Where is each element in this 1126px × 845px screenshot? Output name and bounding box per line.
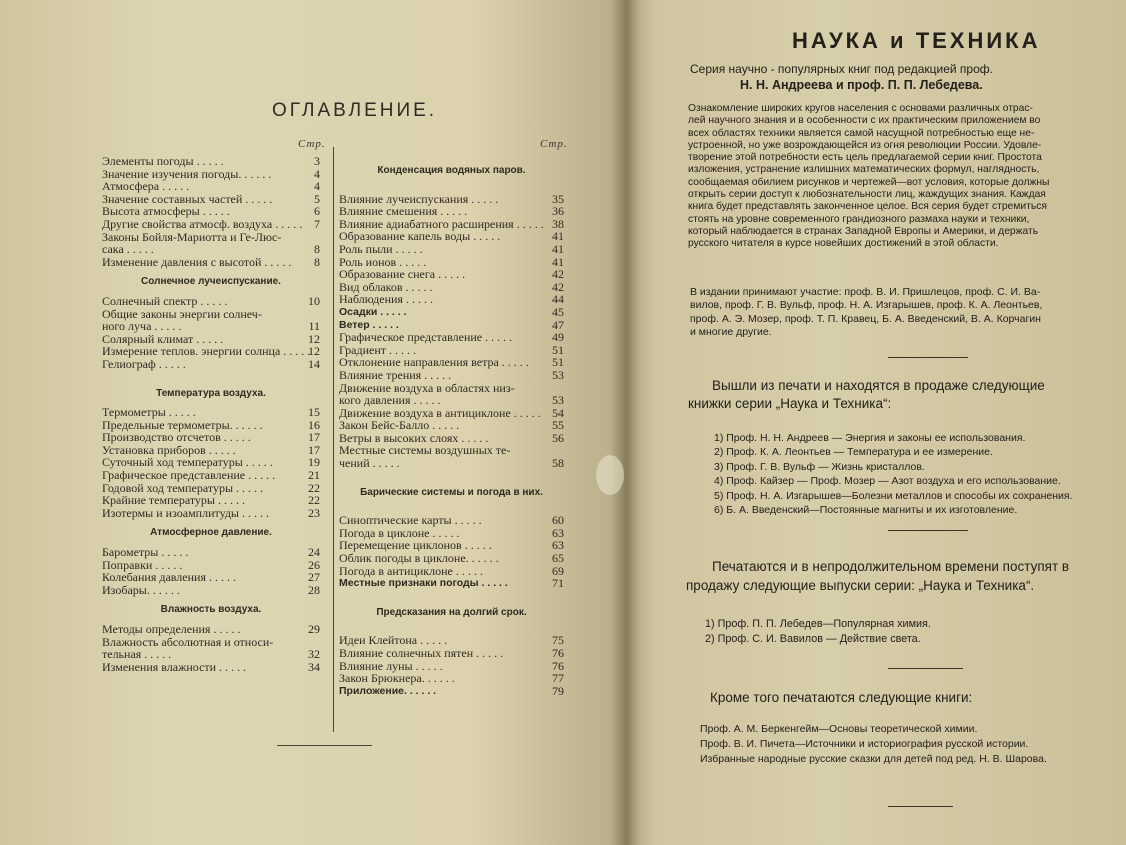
toc-entry <box>102 623 320 636</box>
toc-entry <box>339 419 564 432</box>
toc-entry-page: 44 <box>552 292 564 307</box>
toc-entry-page: 79 <box>552 683 564 698</box>
toc-entry-page: 14 <box>308 356 320 371</box>
toc-entry <box>102 406 320 419</box>
toc-entry-title: Градиент . . . . . <box>339 342 417 357</box>
toc-entry-title: Отклонение направления ветра . . . . . <box>339 355 529 370</box>
toc-entry-page: 12 <box>308 344 320 359</box>
toc-entry <box>102 243 320 256</box>
printing-heading-2: продажу следующие выпуски серии: „Наука и Техника“. <box>686 578 1035 593</box>
toc-entry-title: Графическое представление . . . . . <box>102 468 276 483</box>
other-book: Избранные народные русские сказки для детей под ред. Н. В. Шарова. <box>700 753 1047 765</box>
toc-entry-page: 19 <box>308 455 320 470</box>
intro-line: Ознакомление широких кругов населения с основами различных отрас- <box>688 103 1033 114</box>
toc-entry <box>339 205 564 218</box>
toc-entry-title: Образование капель воды . . . . . <box>339 229 501 244</box>
toc-column-2 <box>339 157 564 697</box>
toc-entry-title: Предельные термометры. . . . . . <box>102 417 263 432</box>
toc-entry <box>339 293 564 306</box>
toc-entry-page: 29 <box>308 622 320 636</box>
toc-entry-title: Изотермы и изоамплитуды . . . . . <box>102 505 269 520</box>
toc-entry-page: 17 <box>308 442 320 457</box>
published-book: 5) Проф. Н. А. Изгарышев—Болезни металлов и способы их сохранения. <box>714 489 1073 502</box>
toc-entry-page: 63 <box>552 525 564 540</box>
toc-entry-title: Изобары. . . . . . <box>102 582 180 597</box>
toc-entry <box>102 431 320 444</box>
toc-entry <box>339 457 564 470</box>
intro-line: устроенной, но уже возрождающейся из огня революции России. Удовле- <box>688 139 1042 151</box>
toc-entry-title: чений . . . . . <box>339 456 400 471</box>
toc-entry-page: 77 <box>552 671 564 686</box>
toc-entry <box>339 243 564 256</box>
toc-entry-page: 69 <box>552 563 564 578</box>
published-book: 1) Проф. Н. Н. Андреев — Энергия и законы ее использования. <box>714 432 1026 444</box>
separator-1 <box>888 357 968 358</box>
toc-entry-title: Общие законы энергии солнеч- <box>102 306 262 321</box>
other-heading: Кроме того печатаются следующие книги: <box>710 690 973 705</box>
page-damage-spot <box>596 455 624 495</box>
separator-3 <box>888 668 963 669</box>
toc-entry <box>102 584 320 597</box>
bottom-rule <box>277 745 372 746</box>
series-subtitle-line-1: Серия научно - популярных книг под редакцией проф. <box>690 62 993 76</box>
intro-line: который наблюдается в странах Западной Европы и Америки, и держать <box>688 225 1039 237</box>
toc-entry-page: 11 <box>308 319 320 334</box>
toc-entry <box>339 647 564 660</box>
separator-2 <box>888 530 968 531</box>
intro-line: сообщаемая обилием рисунков и чертежей—вот условия, которые должны <box>688 176 1050 188</box>
toc-entry-title: Роль ионов . . . . . <box>339 254 427 269</box>
toc-entry-title: Закон Бейс-Балло . . . . . <box>339 418 460 433</box>
toc-entry-title: Другие свойства атмосф. воздуха . . . . . <box>102 216 303 231</box>
toc-entry-title: Ветры в высоких слоях . . . . . <box>339 430 489 445</box>
toc-entry-page: 15 <box>308 405 320 420</box>
toc-entry-title: Синоптические карты . . . . . <box>339 513 482 528</box>
toc-entry-title: Погода в антициклоне . . . . . <box>339 563 483 578</box>
toc-entry-page: 5 <box>314 191 320 206</box>
toc-entry-title: Местные системы воздушных те- <box>339 443 511 458</box>
toc-entry-page: 21 <box>308 468 320 483</box>
toc-entry <box>102 648 320 661</box>
toc-entry-title: Осадки . . . . . <box>339 305 407 318</box>
toc-entry-page: 45 <box>552 304 564 319</box>
toc-entry <box>339 672 564 685</box>
toc-entry <box>339 369 564 382</box>
toc-entry-page: 27 <box>308 570 320 585</box>
published-heading-2: книжки серии „Наука и Техника“: <box>688 396 892 411</box>
toc-entry-title: Вид облаков . . . . . <box>339 279 433 294</box>
toc-entry-page: 3 <box>314 154 320 168</box>
intro-line: стоять на уровне современного грандиозного размаха науки и техники, <box>688 213 1030 225</box>
participants-line: вилов, проф. Г. В. Вульф, проф. Н. А. Изгарышев, проф. К. А. Леонтьев, <box>690 299 1043 312</box>
toc-entry <box>339 552 564 565</box>
toc-entry <box>102 295 320 308</box>
intro-line: изложения, устранение излишних математических формул, наглядность, <box>688 164 1040 176</box>
toc-title: ОГЛАВЛЕНИЕ. <box>272 100 438 121</box>
toc-entry-title: Ветер . . . . . <box>339 318 399 331</box>
toc-entry-title: Влияние смешения . . . . . <box>339 204 468 219</box>
toc-entry-title: Изменения влажности . . . . . <box>102 659 247 674</box>
toc-section-heading: Предсказания на долгий срок. <box>376 606 527 618</box>
toc-entry-page: 71 <box>552 576 564 591</box>
toc-entry-page: 51 <box>552 342 564 357</box>
toc-entry-title: Солярный климат . . . . . <box>102 331 224 346</box>
participants-paragraph <box>690 286 1042 340</box>
toc-entry-title: Погода в циклоне . . . . . <box>339 525 460 540</box>
toc-entry-page: 65 <box>552 551 564 566</box>
toc-entry-title: Барометры . . . . . <box>102 545 189 560</box>
toc-entry-page: 4 <box>314 166 320 181</box>
toc-gap <box>339 590 564 599</box>
toc-entry-title: Приложение. . . . . . <box>339 684 437 697</box>
toc-entry-title: Влияние трения . . . . . <box>339 367 452 382</box>
toc-entry-title: Измерение теплов. энергии солнца . . . . . <box>102 344 311 359</box>
toc-entry-page: 75 <box>552 633 564 648</box>
toc-entry-title: Методы определения . . . . . <box>102 622 241 636</box>
toc-entry <box>102 661 320 674</box>
toc-entry-page: 55 <box>552 418 564 433</box>
toc-entry-title: Идеи Клейтона . . . . . <box>339 633 448 648</box>
toc-entry <box>102 494 320 507</box>
toc-entry-title: Колебания давления . . . . . <box>102 570 236 585</box>
toc-section-heading: Температура воздуха. <box>156 387 266 399</box>
page-column-label-2: Стр. <box>540 138 568 150</box>
toc-entry-page: 63 <box>552 538 564 553</box>
toc-entry-title: Движение воздуха в областях низ- <box>339 380 515 395</box>
intro-paragraph <box>688 103 1049 251</box>
toc-entry-page: 28 <box>308 582 320 597</box>
toc-entry <box>339 331 564 344</box>
toc-section-heading: Атмосферное давление. <box>150 527 272 539</box>
toc-entry-title: Роль пыли . . . . . <box>339 241 423 256</box>
toc-entry-page: 53 <box>552 393 564 408</box>
participants-line: проф. А. Э. Мозер, проф. Т. П. Кравец, Б. А. Введенский, В. А. Корчагин <box>690 312 1041 325</box>
toc-entry-page: 8 <box>314 242 320 257</box>
toc-section-heading: Солнечное лучеиспускание. <box>141 276 281 288</box>
toc-entry-page: 41 <box>552 254 564 269</box>
toc-entry-title: Производство отсчетов . . . . . <box>102 430 251 445</box>
book-gutter <box>610 0 640 845</box>
intro-line: лей научного знания и в особенности с их практическим приложением во <box>688 115 1041 127</box>
toc-entry-page: 34 <box>308 659 320 674</box>
toc-entry-page: 22 <box>308 480 320 495</box>
toc-entry-title: Закон Брюкнера. . . . . . <box>339 671 455 686</box>
column-divider <box>333 147 334 732</box>
toc-entry-title: Термометры . . . . . <box>102 405 196 420</box>
toc-entry <box>102 256 320 269</box>
printing-book: 2) Проф. С. И. Вавилов — Действие света. <box>705 633 921 645</box>
toc-entry <box>102 546 320 559</box>
toc-entry-title: Высота атмосферы . . . . . <box>102 204 230 219</box>
toc-entry-title: Элементы погоды . . . . . <box>102 154 224 168</box>
toc-section-heading: Барические системы и погода в них. <box>360 486 543 498</box>
series-subtitle-line-2: Н. Н. Андреева и проф. П. П. Лебедева. <box>740 78 983 92</box>
toc-entry-page: 24 <box>308 545 320 560</box>
toc-entry <box>102 155 320 168</box>
participants-line: и многие другие. <box>690 326 772 339</box>
toc-entry-page: 32 <box>308 647 320 662</box>
toc-entry-title: Изменение давления с высотой . . . . . <box>102 254 292 269</box>
toc-entry-title: Влияние луны . . . . . <box>339 658 443 673</box>
toc-entry <box>102 180 320 193</box>
toc-entry-page: 38 <box>552 216 564 231</box>
intro-line: творение этой потребности есть цель предлагаемой серии книг. Простота <box>688 152 1042 164</box>
toc-entry-page: 49 <box>552 330 564 345</box>
toc-entry-page: 16 <box>308 417 320 432</box>
toc-entry-page: 42 <box>552 267 564 282</box>
toc-entry-title: Суточный ход температуры . . . . . <box>102 455 273 470</box>
other-list <box>700 722 1047 767</box>
toc-entry-title: Влажность абсолютная и относи- <box>102 634 274 649</box>
toc-entry-page: 47 <box>552 317 564 332</box>
intro-line: русского читателя в курсе новейших достижений в этой области. <box>688 238 999 250</box>
toc-entry-title: Крайние температуры . . . . . <box>102 493 245 508</box>
toc-entry <box>339 268 564 281</box>
published-list <box>714 431 1073 517</box>
toc-entry-title: кого давления . . . . . <box>339 393 441 408</box>
printing-heading-1: Печатаются и в непродолжительном времени поступят в <box>712 559 1070 574</box>
toc-gap <box>339 470 564 479</box>
toc-entry-page: 54 <box>552 405 564 420</box>
published-book: 6) Б. А. Введенский—Постоянные магниты и их изготовление. <box>714 504 1018 517</box>
toc-entry-title: Облик погоды в циклоне. . . . . . <box>339 551 499 566</box>
toc-entry <box>102 507 320 520</box>
published-book: 2) Проф. К. А. Леонтьев — Температура и ее измерение. <box>714 446 993 459</box>
toc-entry-title: ного луча . . . . . <box>102 319 182 334</box>
toc-section-heading: Конденсация водяных паров. <box>377 165 526 176</box>
toc-entry <box>339 685 564 698</box>
toc-entry-title: Наблюдения . . . . . <box>339 292 433 307</box>
toc-entry-page: 17 <box>308 430 320 445</box>
printing-list <box>705 617 931 647</box>
toc-section-heading: Влажность воздуха. <box>160 604 262 616</box>
toc-entry <box>102 358 320 371</box>
published-heading-1: Вышли из печати и находятся в продаже следующие <box>712 378 1045 393</box>
toc-entry-title: Законы Бойля-Мариотта и Ге-Люс- <box>102 229 282 244</box>
toc-entry-title: сака . . . . . <box>102 242 154 257</box>
toc-entry-page: 76 <box>552 646 564 660</box>
participants-line: В издании принимают участие: проф. В. И. Пришлецов, проф. С. И. Ва- <box>690 286 1041 298</box>
toc-entry-title: Влияние адиабатного расширения . . . . . <box>339 216 544 231</box>
toc-column-1 <box>102 155 320 673</box>
separator-4 <box>888 806 953 807</box>
toc-entry <box>102 218 320 231</box>
toc-entry-page: 58 <box>552 456 564 471</box>
toc-entry-title: Годовой ход температуры . . . . . <box>102 480 264 495</box>
toc-entry-page: 23 <box>308 505 320 520</box>
toc-entry-page: 12 <box>308 331 320 346</box>
toc-entry-title: Движение воздуха в антициклоне . . . . . <box>339 405 541 420</box>
toc-entry <box>339 394 564 407</box>
toc-entry-page: 22 <box>308 493 320 508</box>
toc-entry-page: 26 <box>308 557 320 572</box>
toc-entry-title: тельная . . . . . <box>102 647 172 662</box>
toc-entry-page: 4 <box>314 179 320 194</box>
toc-entry-title: Гелиограф . . . . . <box>102 356 186 371</box>
toc-entry <box>102 469 320 482</box>
intro-line: книга будет представлять законченное целое. Вся серия будет стремиться <box>688 201 1047 213</box>
toc-entry-page: 41 <box>552 241 564 256</box>
toc-entry-page: 53 <box>552 367 564 382</box>
toc-entry-title: Местные признаки погоды . . . . . <box>339 577 508 590</box>
toc-entry-page: 7 <box>314 216 320 231</box>
toc-entry-page: 35 <box>552 191 564 206</box>
intro-line: всех областях техники является самой насущной потребностью еще не- <box>688 127 1035 139</box>
toc-entry <box>339 577 564 590</box>
toc-entry-page: 51 <box>552 355 564 370</box>
toc-entry-page: 56 <box>552 430 564 445</box>
toc-entry <box>102 320 320 333</box>
toc-entry-page: 6 <box>314 204 320 219</box>
toc-entry-title: Влияние солнечных пятен . . . . . <box>339 646 504 660</box>
published-book: 4) Проф. Кайзер — Проф. Мозер — Азот воздуха и его использование. <box>714 475 1061 488</box>
toc-gap <box>102 371 320 380</box>
toc-entry <box>339 514 564 527</box>
printing-book: 1) Проф. П. П. Лебедев—Популярная химия. <box>705 618 931 630</box>
toc-entry <box>339 565 564 578</box>
toc-entry-title: Поправки . . . . . <box>102 557 183 572</box>
other-book: Проф. А. М. Беркенгейм—Основы теоретической химии. <box>700 723 978 735</box>
other-book: Проф. В. И. Пичета—Источники и историография русской истории. <box>700 738 1029 750</box>
series-title: НАУКА и ТЕХНИКА <box>792 28 1041 53</box>
toc-entry-title: Графическое представление . . . . . <box>339 330 513 345</box>
toc-entry-title: Значение составных частей . . . . . <box>102 191 273 206</box>
toc-entry-page: 41 <box>552 229 564 244</box>
page-column-label-1: Стр. <box>298 138 326 150</box>
published-book: 3) Проф. Г. В. Вульф — Жизнь кристаллов. <box>714 460 925 473</box>
toc-entry-page: 10 <box>308 293 320 308</box>
toc-entry-page: 42 <box>552 279 564 294</box>
toc-entry-title: Перемещение циклонов . . . . . <box>339 538 492 553</box>
toc-entry <box>339 306 564 319</box>
toc-entry-title: Установка приборов . . . . . <box>102 442 236 457</box>
toc-entry-page: 36 <box>552 204 564 219</box>
toc-entry-title: Солнечный спектр . . . . . <box>102 293 228 308</box>
toc-entry-page: 76 <box>552 658 564 673</box>
toc-entry-page: 8 <box>314 254 320 269</box>
toc-entry <box>102 571 320 584</box>
toc-entry-title: Значение изучения погоды. . . . . . <box>102 166 272 181</box>
toc-entry-title: Атмосфера . . . . . <box>102 179 190 194</box>
toc-entry-title: Влияние лучеиспускания . . . . . <box>339 191 499 206</box>
toc-entry-title: Образование снега . . . . . <box>339 267 466 282</box>
intro-line: открыть серии доступ к любознательности лиц, жаждущих знания. Каждая <box>688 189 1046 201</box>
toc-entry-page: 60 <box>552 513 564 528</box>
